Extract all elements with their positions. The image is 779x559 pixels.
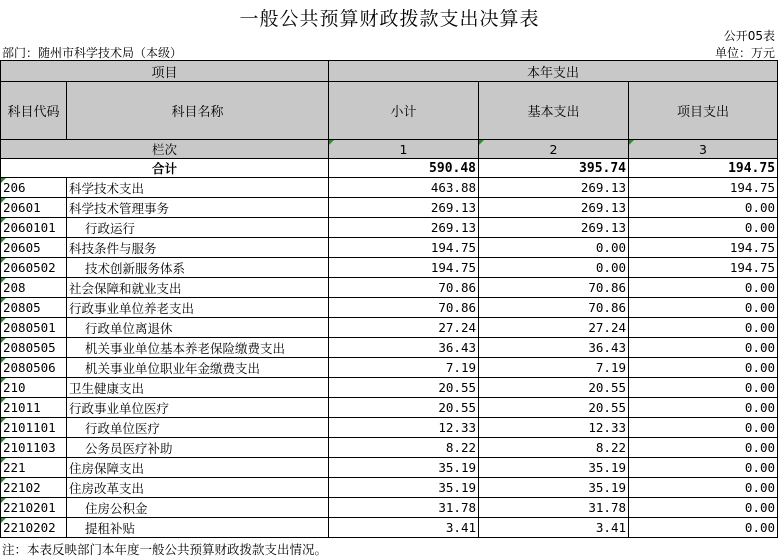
subject-name-cell: 机关事业单位职业年金缴费支出 bbox=[67, 358, 329, 378]
subject-code-cell: 20805 bbox=[1, 298, 67, 318]
table-row bbox=[1, 218, 778, 238]
table-row bbox=[1, 358, 778, 378]
table-row bbox=[1, 498, 778, 518]
subject-name-cell: 科技条件与服务 bbox=[67, 238, 329, 258]
total-basic: 395.74 bbox=[479, 159, 629, 178]
project-cell: 0.00 bbox=[629, 458, 778, 478]
subject-name-cell: 卫生健康支出 bbox=[67, 378, 329, 398]
project-cell: 0.00 bbox=[629, 518, 778, 538]
subtotal-cell: 70.86 bbox=[329, 278, 479, 298]
basic-cell: 35.19 bbox=[479, 478, 629, 498]
table-row bbox=[1, 338, 778, 358]
subject-name-cell: 科学技术管理事务 bbox=[67, 198, 329, 218]
subject-name-cell: 行政事业单位养老支出 bbox=[67, 298, 329, 318]
basic-cell: 269.13 bbox=[479, 198, 629, 218]
subject-name-cell: 行政单位离退休 bbox=[67, 318, 329, 338]
basic-cell: 27.24 bbox=[479, 318, 629, 338]
table-row bbox=[1, 478, 778, 498]
subtotal-cell: 8.22 bbox=[329, 438, 479, 458]
header-item: 项目 bbox=[1, 61, 329, 82]
total-row bbox=[1, 159, 778, 178]
project-cell: 0.00 bbox=[629, 278, 778, 298]
table-row bbox=[1, 298, 778, 318]
project-cell: 0.00 bbox=[629, 438, 778, 458]
subtotal-cell: 7.19 bbox=[329, 358, 479, 378]
form-code: 公开05表 bbox=[723, 29, 775, 43]
total-project: 194.75 bbox=[629, 159, 778, 178]
table-row bbox=[1, 418, 778, 438]
department-label: 部门：随州市科学技术局（本级） bbox=[2, 46, 183, 60]
project-cell: 0.00 bbox=[629, 498, 778, 518]
subject-code-cell: 210 bbox=[1, 378, 67, 398]
subject-code-cell: 2080505 bbox=[1, 338, 67, 358]
subject-name-cell: 住房改革支出 bbox=[67, 478, 329, 498]
total-label: 合计 bbox=[1, 159, 329, 178]
subtotal-cell: 463.88 bbox=[329, 178, 479, 198]
subtotal-cell: 20.55 bbox=[329, 378, 479, 398]
table-row bbox=[1, 518, 778, 538]
project-cell: 194.75 bbox=[629, 178, 778, 198]
subject-code-cell: 20601 bbox=[1, 198, 67, 218]
basic-cell: 31.78 bbox=[479, 498, 629, 518]
project-cell: 0.00 bbox=[629, 318, 778, 338]
subject-name-cell: 公务员医疗补助 bbox=[67, 438, 329, 458]
project-cell: 194.75 bbox=[629, 258, 778, 278]
subtotal-cell: 31.78 bbox=[329, 498, 479, 518]
subject-name-cell: 技术创新服务体系 bbox=[67, 258, 329, 278]
table-row bbox=[1, 198, 778, 218]
table-row bbox=[1, 438, 778, 458]
table-row bbox=[1, 258, 778, 278]
project-cell: 0.00 bbox=[629, 338, 778, 358]
basic-cell: 0.00 bbox=[479, 238, 629, 258]
table-row bbox=[1, 458, 778, 478]
project-cell: 0.00 bbox=[629, 218, 778, 238]
header-row-2 bbox=[1, 82, 778, 140]
subtotal-cell: 35.19 bbox=[329, 478, 479, 498]
subtotal-cell: 269.13 bbox=[329, 218, 479, 238]
subject-code-cell: 206 bbox=[1, 178, 67, 198]
basic-cell: 269.13 bbox=[479, 218, 629, 238]
project-cell: 0.00 bbox=[629, 478, 778, 498]
project-cell: 194.75 bbox=[629, 238, 778, 258]
unit-label: 单位：万元 bbox=[714, 46, 775, 60]
subtotal-cell: 269.13 bbox=[329, 198, 479, 218]
basic-cell: 0.00 bbox=[479, 258, 629, 278]
subject-code-cell: 2101101 bbox=[1, 418, 67, 438]
subject-name-cell: 行政事业单位医疗 bbox=[67, 398, 329, 418]
basic-cell: 20.55 bbox=[479, 378, 629, 398]
subject-code-cell: 208 bbox=[1, 278, 67, 298]
column-number-3: 3 bbox=[629, 140, 778, 159]
subject-code-cell: 22102 bbox=[1, 478, 67, 498]
basic-cell: 70.86 bbox=[479, 298, 629, 318]
subtotal-cell: 194.75 bbox=[329, 238, 479, 258]
header-subtotal: 小计 bbox=[329, 82, 479, 140]
basic-cell: 70.86 bbox=[479, 278, 629, 298]
project-cell: 0.00 bbox=[629, 418, 778, 438]
subject-code-cell: 221 bbox=[1, 458, 67, 478]
project-cell: 0.00 bbox=[629, 358, 778, 378]
header-row-1 bbox=[1, 61, 778, 82]
subject-name-cell: 行政单位医疗 bbox=[67, 418, 329, 438]
table-row bbox=[1, 378, 778, 398]
column-label: 栏次 bbox=[1, 140, 329, 159]
basic-cell: 7.19 bbox=[479, 358, 629, 378]
table-row bbox=[1, 278, 778, 298]
header-subject-code: 科目代码 bbox=[1, 82, 67, 140]
subtotal-cell: 70.86 bbox=[329, 298, 479, 318]
subject-code-cell: 2210201 bbox=[1, 498, 67, 518]
report-title: 一般公共预算财政拨款支出决算表 bbox=[239, 8, 540, 30]
table-row bbox=[1, 238, 778, 258]
subject-code-cell: 2060502 bbox=[1, 258, 67, 278]
subject-name-cell: 住房保障支出 bbox=[67, 458, 329, 478]
subtotal-cell: 20.55 bbox=[329, 398, 479, 418]
subject-code-cell: 2101103 bbox=[1, 438, 67, 458]
total-subtotal: 590.48 bbox=[329, 159, 479, 178]
subject-code-cell: 2080506 bbox=[1, 358, 67, 378]
subject-name-cell: 提租补贴 bbox=[67, 518, 329, 538]
column-number-2: 2 bbox=[479, 140, 629, 159]
basic-cell: 269.13 bbox=[479, 178, 629, 198]
expenditure-table bbox=[0, 60, 778, 538]
column-number-1: 1 bbox=[329, 140, 479, 159]
subject-code-cell: 2210202 bbox=[1, 518, 67, 538]
basic-cell: 36.43 bbox=[479, 338, 629, 358]
subject-name-cell: 科学技术支出 bbox=[67, 178, 329, 198]
project-cell: 0.00 bbox=[629, 378, 778, 398]
basic-cell: 3.41 bbox=[479, 518, 629, 538]
header-current-year: 本年支出 bbox=[329, 61, 778, 82]
project-cell: 0.00 bbox=[629, 298, 778, 318]
table-row bbox=[1, 318, 778, 338]
table-row bbox=[1, 178, 778, 198]
header-basic: 基本支出 bbox=[479, 82, 629, 140]
subject-code-cell: 21011 bbox=[1, 398, 67, 418]
subject-code-cell: 2080501 bbox=[1, 318, 67, 338]
subtotal-cell: 35.19 bbox=[329, 458, 479, 478]
footnote: 注：本表反映部门本年度一般公共预算财政拨款支出情况。 bbox=[2, 542, 328, 557]
table-row bbox=[1, 398, 778, 418]
project-cell: 0.00 bbox=[629, 198, 778, 218]
subject-code-cell: 2060101 bbox=[1, 218, 67, 238]
subject-code-cell: 20605 bbox=[1, 238, 67, 258]
subject-name-cell: 机关事业单位基本养老保险缴费支出 bbox=[67, 338, 329, 358]
basic-cell: 12.33 bbox=[479, 418, 629, 438]
project-cell: 0.00 bbox=[629, 398, 778, 418]
subject-name-cell: 社会保障和就业支出 bbox=[67, 278, 329, 298]
subtotal-cell: 12.33 bbox=[329, 418, 479, 438]
header-project: 项目支出 bbox=[629, 82, 778, 140]
subtotal-cell: 194.75 bbox=[329, 258, 479, 278]
basic-cell: 35.19 bbox=[479, 458, 629, 478]
basic-cell: 8.22 bbox=[479, 438, 629, 458]
subject-name-cell: 行政运行 bbox=[67, 218, 329, 238]
header-subject-name: 科目名称 bbox=[67, 82, 329, 140]
basic-cell: 20.55 bbox=[479, 398, 629, 418]
header-row-3 bbox=[1, 140, 778, 159]
subject-name-cell: 住房公积金 bbox=[67, 498, 329, 518]
subtotal-cell: 3.41 bbox=[329, 518, 479, 538]
subtotal-cell: 36.43 bbox=[329, 338, 479, 358]
subtotal-cell: 27.24 bbox=[329, 318, 479, 338]
